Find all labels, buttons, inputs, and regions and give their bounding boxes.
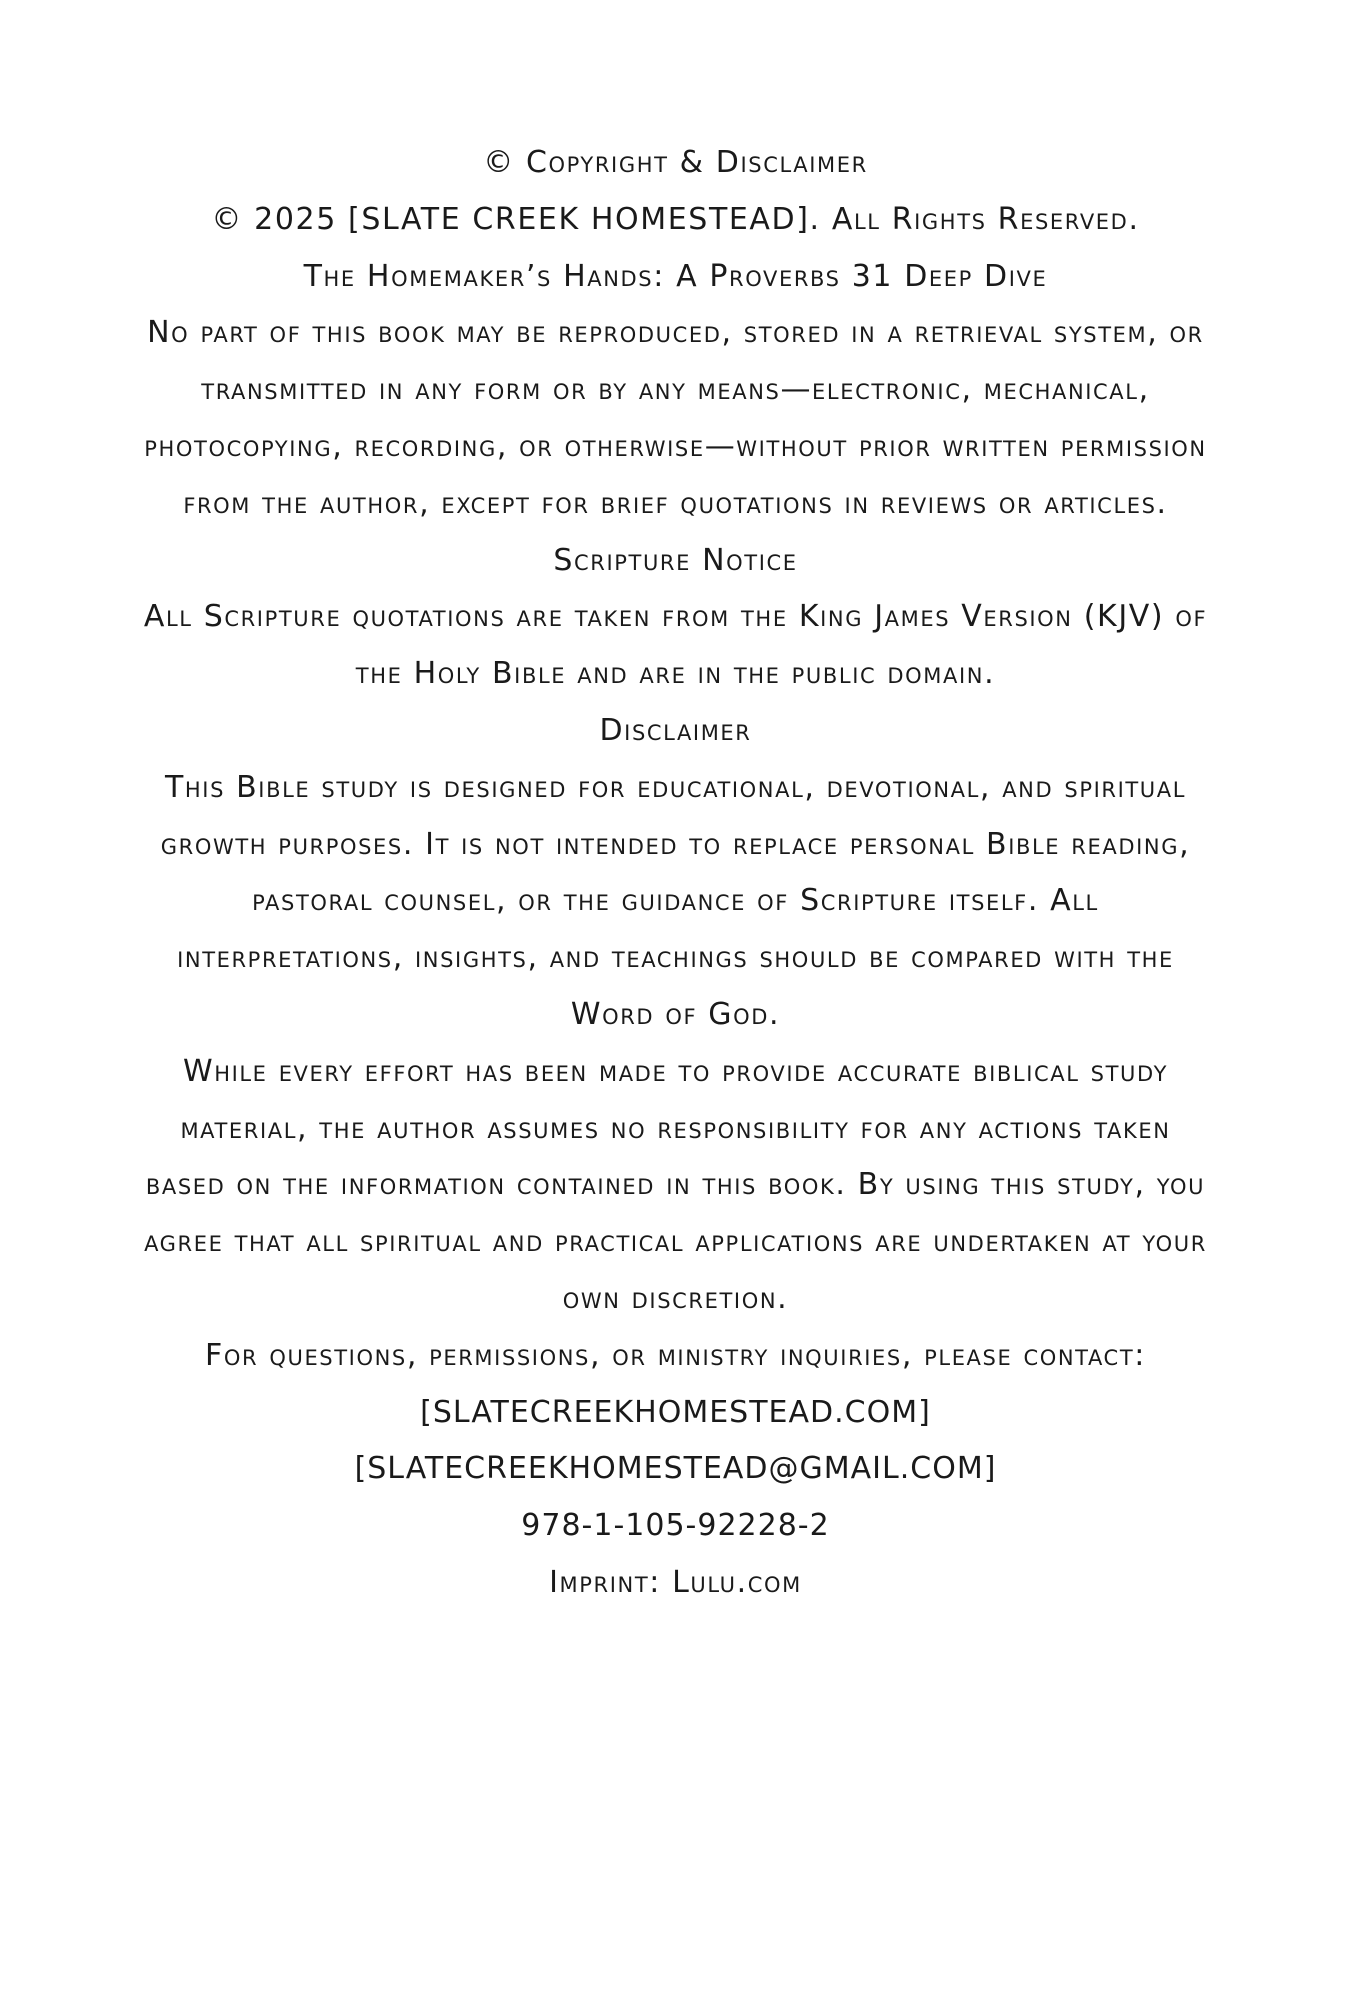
disclaimer-paragraph-2: While every effort has been made to provide accurate biblical study material, the author assumes no responsibility for any actions taken based on the information contained in this book. By using this study, you agree that all spiritual and practical applications are undertaken at your own discretion. (144, 1053, 1207, 1316)
email-link[interactable]: [SLATECREEKHOMESTEAD@GMAIL.COM] (354, 1451, 997, 1487)
book-title: The Homemaker’s Hands: A Proverbs 31 Deep Dive (303, 258, 1048, 294)
copyright-heading: © Copyright & Disclaimer (483, 145, 868, 180)
imprint: Imprint: Lulu.com (549, 1564, 802, 1600)
scripture-notice: All Scripture quotations are taken from the King James Version (KJV) of the Holy Bible and are in the public domain. (143, 599, 1208, 692)
isbn: 978-1-105-92228-2 (521, 1508, 830, 1544)
website-link[interactable]: [SLATECREEKHOMESTEAD.COM] (420, 1394, 931, 1430)
contact-prompt: For questions, permissions, or ministry inquiries, please contact: (205, 1337, 1146, 1373)
disclaimer-paragraph-1: This Bible study is designed for educational, devotional, and spiritual growth purposes. It is not intended to replace personal Bible reading, pastoral counsel, or the guidance of Scripture itself. All interpretations, insights, and teachings should be compared with the Word of God. (160, 769, 1191, 1032)
rights-statement: © 2025 [SLATE CREEK HOMESTEAD]. All Rights Reserved. (211, 201, 1140, 237)
reproduction-notice: No part of this book may be reproduced, stored in a retrieval system, or transmitted in any form or by any means—electronic, mechanical, photocopying, recording, or otherwise—without prior written permission from the author, except for brief quotations in reviews or articles. (144, 315, 1207, 521)
scripture-heading: Scripture Notice (553, 542, 798, 578)
copyright-page (140, 135, 1211, 1612)
disclaimer-heading: Disclaimer (599, 712, 752, 748)
